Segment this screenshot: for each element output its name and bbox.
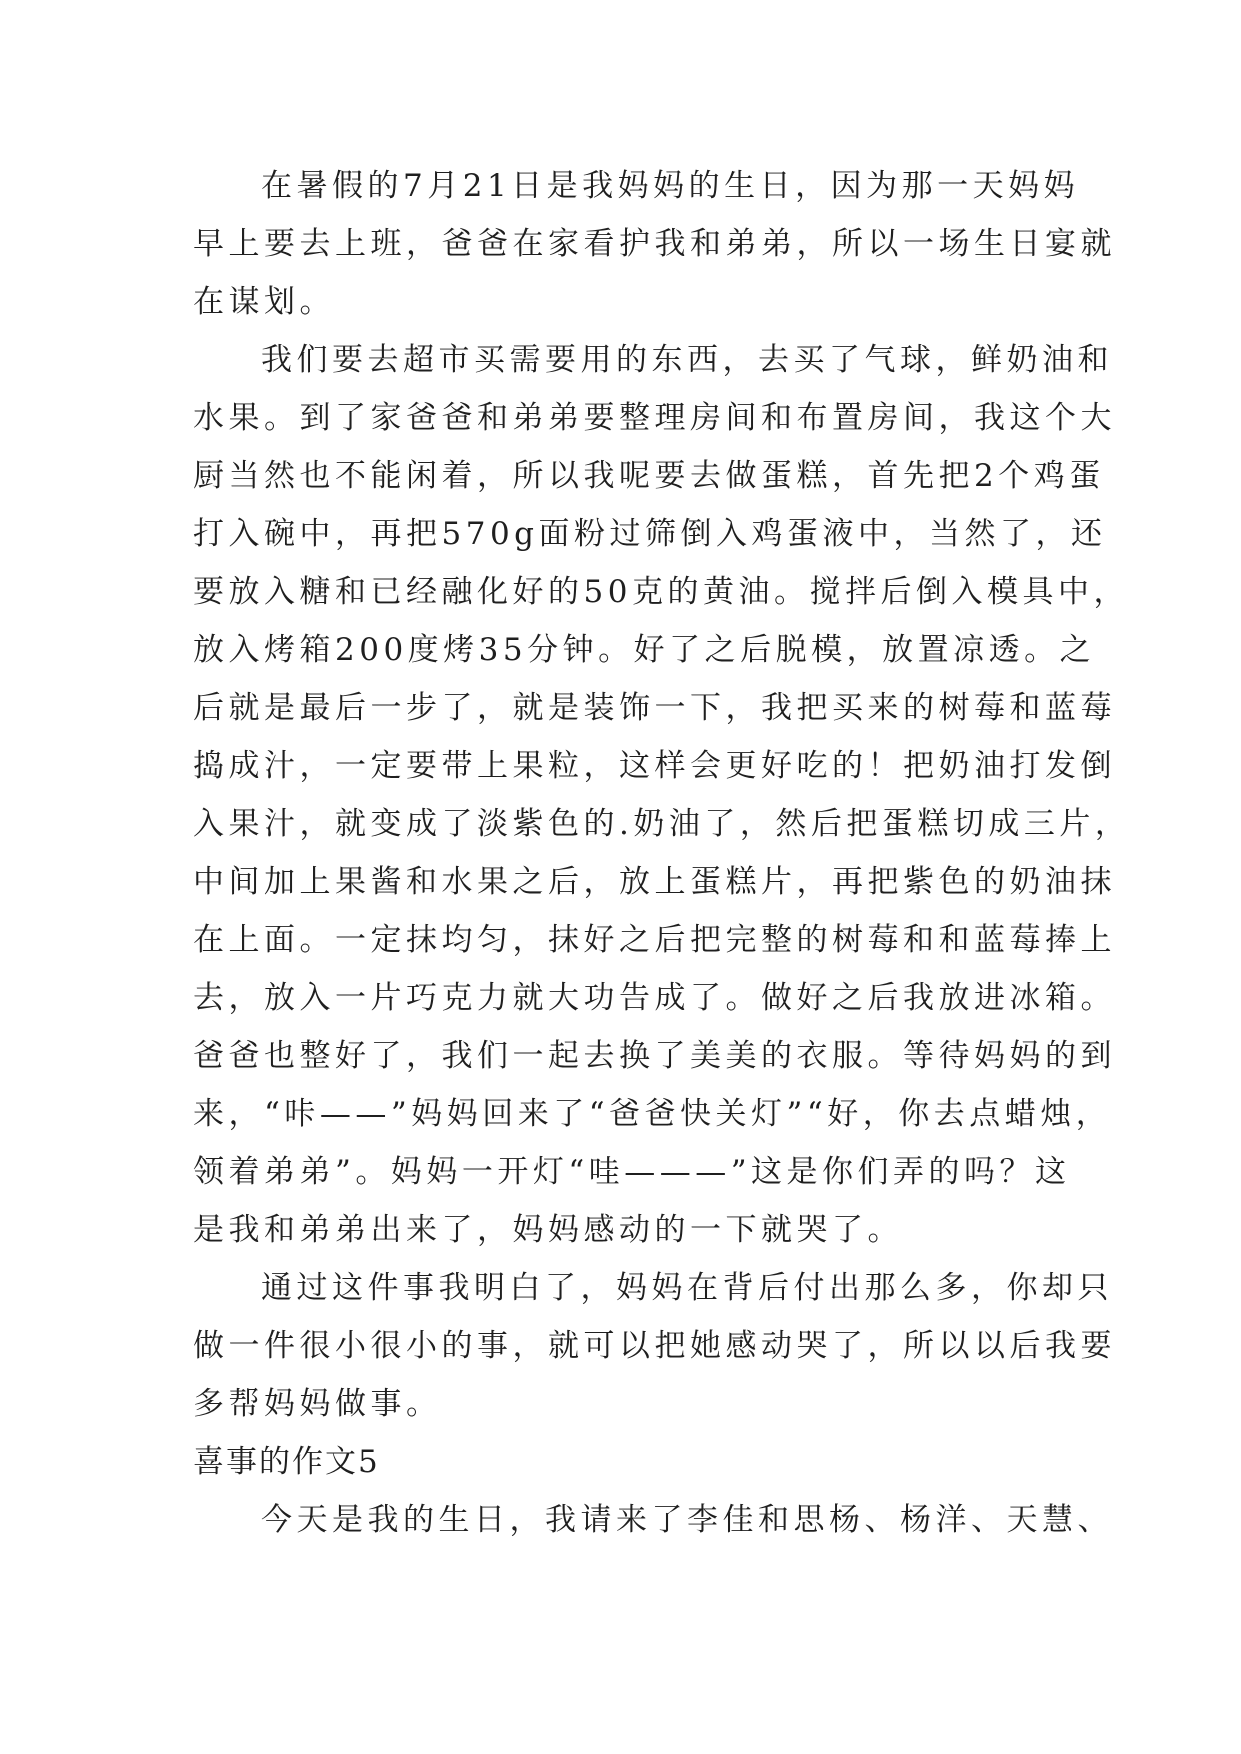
- section-heading: 喜事的作文5: [193, 1444, 380, 1480]
- text-line: 我们要去超市买需要用的东西，去买了气球，鲜奶油和: [261, 342, 1113, 378]
- text-line: 捣成汁，一定要带上果粒，这样会更好吃的！把奶油打发倒: [193, 748, 1116, 784]
- text-line: 是我和弟弟出来了，妈妈感动的一下就哭了。: [193, 1212, 903, 1248]
- text-line: 厨当然也不能闲着，所以我呢要去做蛋糕，首先把2个鸡蛋: [193, 458, 1105, 494]
- text-line: 中间加上果酱和水果之后，放上蛋糕片，再把紫色的奶油抹: [193, 864, 1116, 900]
- text-line: 水果。到了家爸爸和弟弟要整理房间和布置房间，我这个大: [193, 400, 1116, 436]
- text-line: 打入碗中，再把570g面粉过筛倒入鸡蛋液中，当然了，还: [193, 516, 1107, 552]
- text-line: 在暑假的7月21日是我妈妈的生日，因为那一天妈妈: [261, 168, 1080, 204]
- text-line: 入果汁，就变成了淡紫色的.奶油了，然后把蛋糕切成三片，: [193, 806, 1131, 842]
- paragraph-3: [193, 1259, 1116, 1433]
- text-line: 要放入糖和已经融化好的50克的黄油。搅拌后倒入模具中，: [193, 574, 1129, 610]
- paragraph-1: [193, 157, 1116, 331]
- text-line: 通过这件事我明白了，妈妈在背后付出那么多，你却只: [261, 1270, 1113, 1306]
- text-line: 做一件很小很小的事，就可以把她感动哭了，所以以后我要: [193, 1328, 1116, 1364]
- paragraph-4: [193, 1491, 1113, 1549]
- text-line: 领着弟弟”。妈妈一开灯“哇———”这是你们弄的吗？这: [193, 1154, 1071, 1190]
- document-page: [193, 157, 1131, 1549]
- text-line: 爸爸也整好了，我们一起去换了美美的衣服。等待妈妈的到: [193, 1038, 1116, 1074]
- text-line: 放入烤箱200度烤35分钟。好了之后脱模，放置凉透。之: [193, 632, 1096, 668]
- text-line: 在谋划。: [193, 284, 335, 320]
- text-line: 去，放入一片巧克力就大功告成了。做好之后我放进冰箱。: [193, 980, 1116, 1016]
- text-line: 多帮妈妈做事。: [193, 1386, 442, 1422]
- text-line: 今天是我的生日，我请来了李佳和思杨、杨洋、天慧、: [261, 1502, 1113, 1538]
- paragraph-2: [193, 331, 1131, 1259]
- text-line: 来，“咔——”妈妈回来了“爸爸快关灯”“好，你去点蜡烛，: [193, 1096, 1112, 1132]
- text-line: 后就是最后一步了，就是装饰一下，我把买来的树莓和蓝莓: [193, 690, 1116, 726]
- text-line: 早上要去上班，爸爸在家看护我和弟弟，所以一场生日宴就: [193, 226, 1116, 262]
- text-line: 在上面。一定抹均匀，抹好之后把完整的树莓和和蓝莓捧上: [193, 922, 1116, 958]
